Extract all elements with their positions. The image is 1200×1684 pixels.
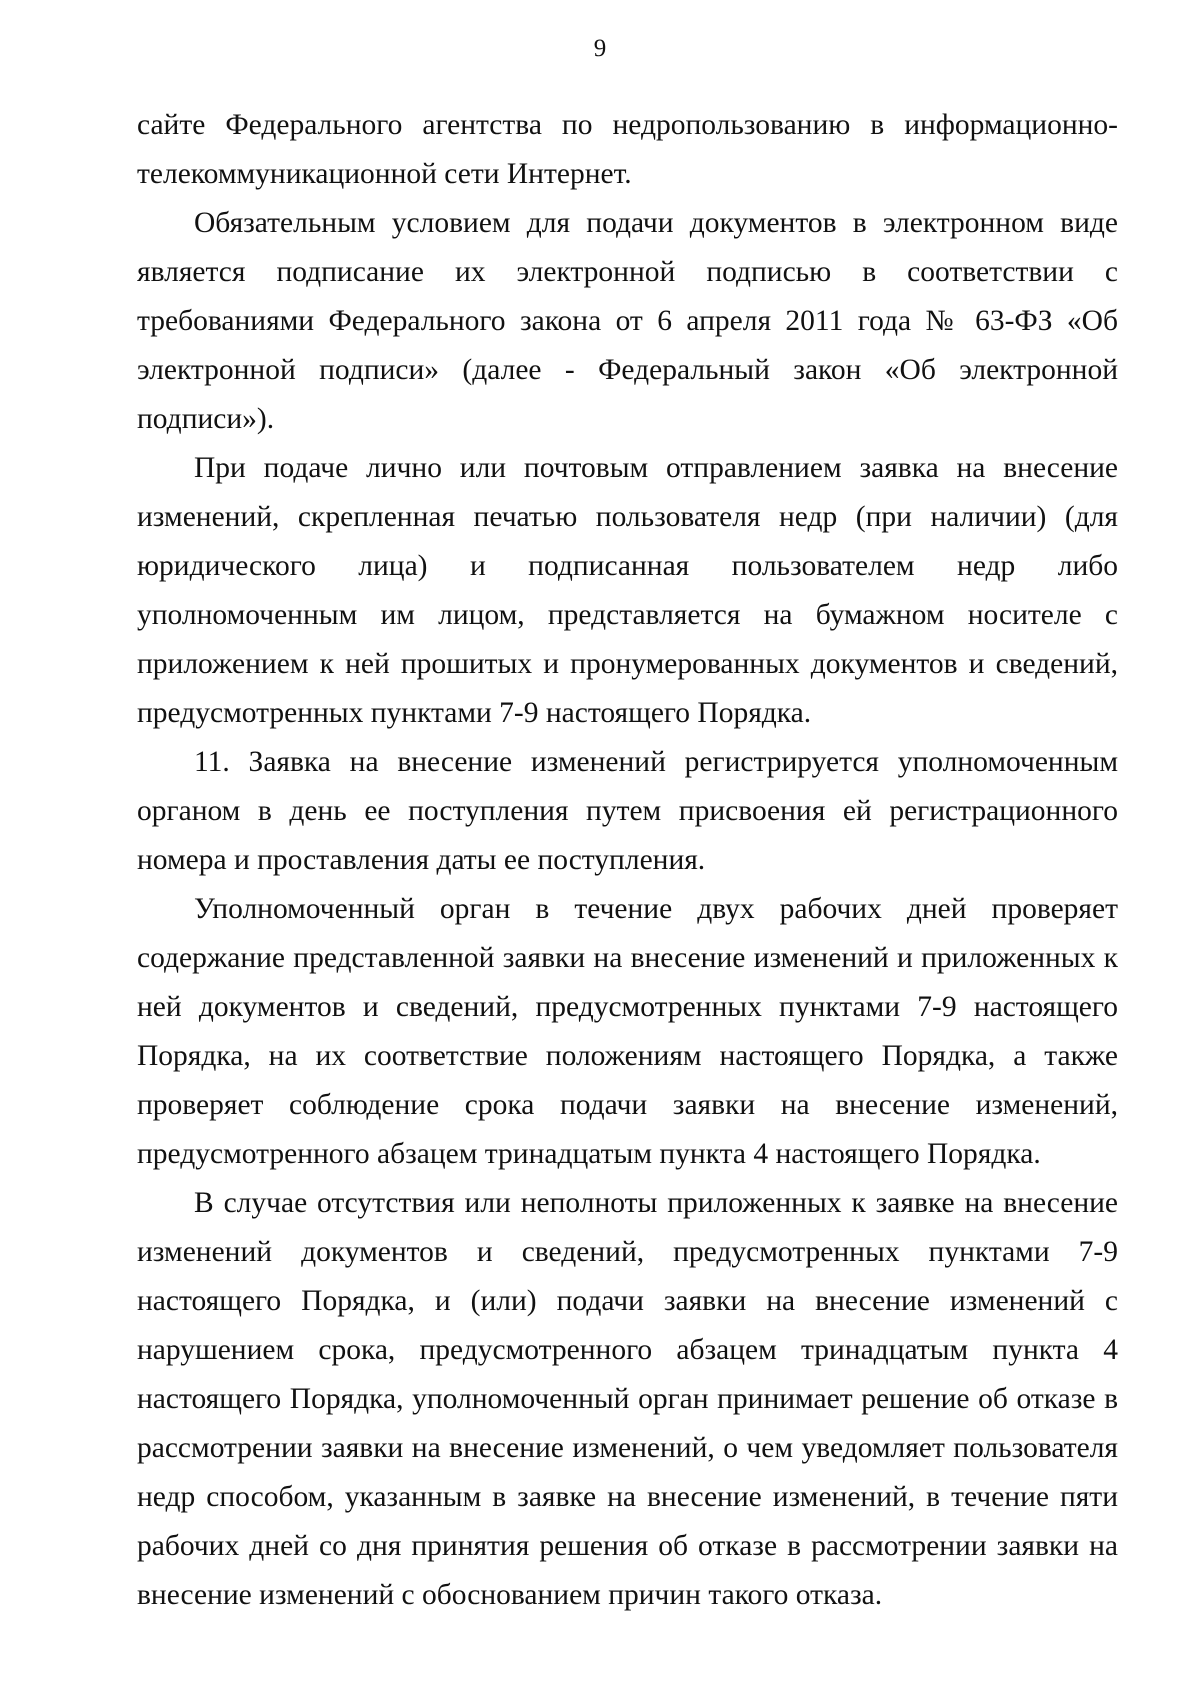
paragraph-electronic-signature: Обязательным условием для подачи документов в электронном виде является подписание их электронной подписью в соответствии с требованиями Федерального закона от 6 апреля 2011 года № 63-ФЗ «Об электронной подписи» (далее - Федеральный закон «Об электронной подписи»).: [137, 207, 1118, 435]
page-number: 9: [593, 35, 607, 62]
paragraph-refusal: В случае отсутствия или неполноты приложенных к заявке на внесение изменений документов и сведений, предусмотренных пунктами 7-9 настоящего Порядка, и (или) подачи заявки на внесение изменений с нарушением срока, предусмотренного абзацем тринадцатым пункта 4 настоящего Порядка, уполномоченный орган принимает решение об отказе в рассмотрении заявки на внесение изменений, о чем уведомляет пользователя недр способом, указанным в заявке на внесение изменений, в течение пяти рабочих дней со дня принятия решения об отказе в рассмотрении заявки на внесение изменений с обоснованием причин такого отказа.: [137, 1187, 1118, 1611]
paragraph-continuation: сайте Федерального агентства по недропользованию в информационно-телекоммуникационной сети Интернет.: [137, 109, 1118, 190]
paragraph-verification: Уполномоченный орган в течение двух рабочих дней проверяет содержание представленной заявки на внесение изменений и приложенных к ней документов и сведений, предусмотренных пунктами 7-9 настоящего Порядка, на их соответствие положениям настоящего Порядка, а также проверяет соблюдение срока подачи заявки на внесение изменений, предусмотренного абзацем тринадцатым пункта 4 настоящего Порядка.: [137, 893, 1118, 1170]
paragraph-paper-submission: При подаче лично или почтовым отправлением заявка на внесение изменений, скрепленная печатью пользователя недр (при наличии) (для юридического лица) и подписанная пользователем недр либо уполномоченным им лицом, представляется на бумажном носителе с приложением к ней прошитых и пронумерованных документов и сведений, предусмотренных пунктами 7-9 настоящего Порядка.: [137, 452, 1118, 729]
document-body: [137, 101, 1118, 1620]
paragraph-item-11: 11. Заявка на внесение изменений регистрируется уполномоченным органом в день ее поступления путем присвоения ей регистрационного номера и проставления даты ее поступления.: [137, 746, 1118, 876]
